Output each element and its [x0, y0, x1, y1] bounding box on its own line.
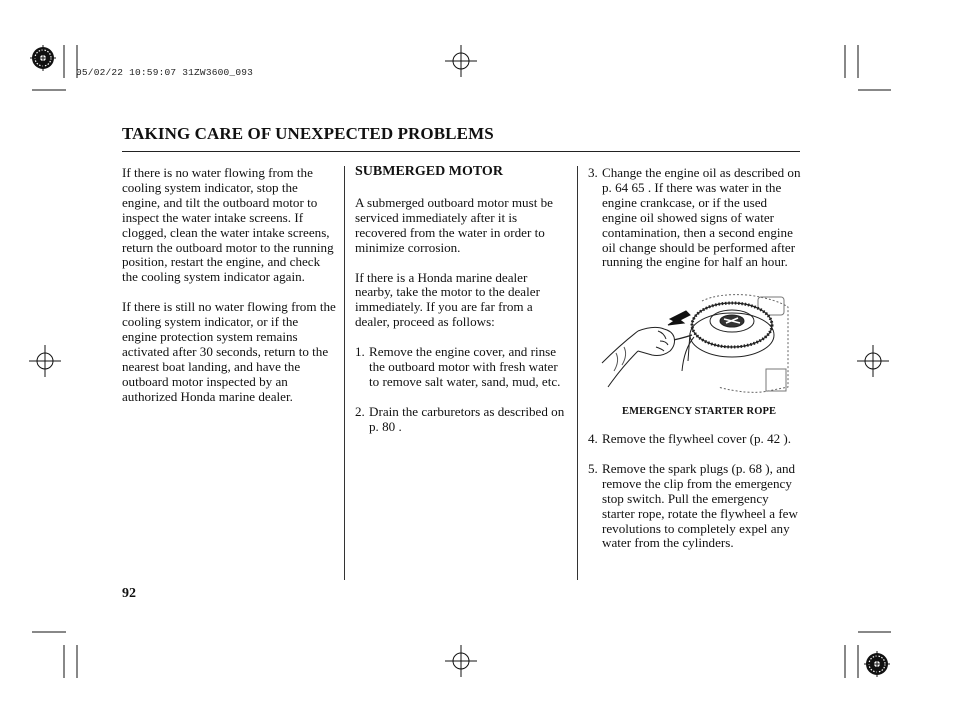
paragraph: If there is a Honda marine dealer nearby, take the motor to the dealer immediately. If you are far from a dealer, proceed as follows:	[355, 269, 540, 330]
illustration-caption: EMERGENCY STARTER ROPE	[622, 406, 777, 417]
step-number: 3.	[588, 165, 598, 180]
step-number: 5.	[588, 460, 598, 476]
step-text: Change the engine oil as described on p. 64 65 . If there was water in the engine crankcase, or if the used engine oil showed signs of water contamination, then a second engine oil change should be performed after running the engine for half an hour.	[602, 165, 801, 270]
print-stamp: 05/02/22 10:59:07 31ZW3600_093	[76, 67, 254, 78]
step-item	[588, 462, 802, 551]
column-divider-2	[577, 166, 578, 580]
paragraph: If there is still no water flowing from the cooling system indicator, or if the engine protection system remains activated after 30 seconds, return to the nearest boat landing, and have the outboard motor inspected by an authorized Honda marine dealer.	[122, 299, 336, 404]
step-item	[588, 432, 802, 447]
paragraph: A submerged outboard motor must be serviced immediately after it is recovered from the water in order to minimize corrosion.	[355, 194, 553, 255]
column-left	[122, 166, 336, 420]
registration-target-bottom	[445, 645, 477, 677]
step-text: Remove the flywheel cover (p. 42 ).	[602, 431, 792, 446]
section-title: TAKING CARE OF UNEXPECTED PROBLEMS	[122, 124, 494, 143]
step-text: Remove the spark plugs (p. 68 ), and remove the clip from the emergency stop switch. Pull the emergency starter rope, rotate the flywheel a few revolutions to completely expel any water from the cylinders.	[602, 460, 798, 551]
step-item	[588, 166, 802, 270]
page-number: 92	[122, 586, 136, 601]
registration-target-right	[857, 345, 889, 377]
paragraph: If there is no water flowing from the cooling system indicator, stop the engine, and tilt the outboard motor to inspect the water intake screens. If clogged, clean the water intake screens, return the outboard motor to the running position, restart the engine, and check the cooling system indicator again.	[122, 165, 334, 285]
column-right	[588, 166, 802, 285]
step-number: 2.	[355, 403, 365, 419]
step-text: Remove the engine cover, and rinse the outboard motor with fresh water to remove salt water, sand, mud, etc.	[369, 344, 561, 389]
step-text: Drain the carburetors as described on p. 80 .	[369, 403, 565, 434]
step-number: 1.	[355, 344, 365, 360]
registration-target-left	[29, 345, 61, 377]
column-middle	[355, 165, 565, 450]
subheading: SUBMERGED MOTOR	[355, 164, 503, 179]
column-divider-1	[344, 166, 345, 580]
step-item	[355, 405, 565, 435]
star-target-bottom-right	[864, 651, 890, 677]
step-number: 4.	[588, 431, 598, 446]
registration-target-top	[445, 45, 477, 77]
column-right-lower	[588, 432, 802, 566]
step-item	[355, 345, 565, 390]
title-rule	[122, 151, 800, 152]
star-target-top-left	[30, 45, 56, 71]
emergency-starter-rope-illustration	[598, 291, 790, 401]
